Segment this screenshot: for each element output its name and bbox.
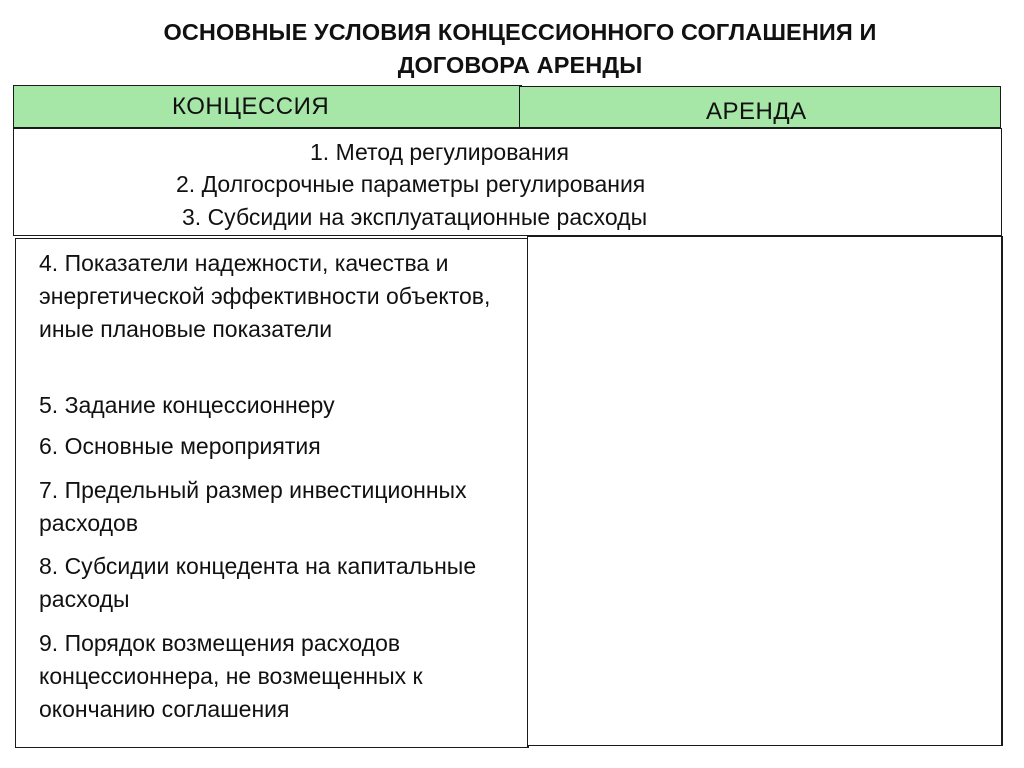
common-condition-item: 1. Метод регулирования bbox=[310, 139, 569, 165]
common-condition-item: 2. Долгосрочные параметры регулирования bbox=[176, 171, 646, 197]
concession-condition-item: 4. Показатели надежности, качества и энергетической эффективности объектов, иные плановые показатели bbox=[39, 250, 491, 342]
header-lease bbox=[519, 86, 1001, 128]
common-conditions-box bbox=[13, 128, 1002, 236]
header-concession bbox=[13, 85, 522, 128]
header-concession-label: КОНЦЕССИЯ bbox=[172, 93, 330, 120]
concession-condition-item: 6. Основные мероприятия bbox=[39, 433, 321, 459]
concession-condition-item: 5. Задание концессионнеру bbox=[39, 392, 335, 418]
lease-conditions-box bbox=[527, 236, 1003, 746]
concession-conditions-box bbox=[15, 238, 529, 748]
header-lease-label: АРЕНДА bbox=[706, 98, 807, 125]
common-condition-item: 3. Субсидии на эксплуатационные расходы bbox=[182, 204, 648, 230]
concession-condition-item: 9. Порядок возмещения расходов концессионнера, не возмещенных к окончанию соглашения bbox=[39, 630, 423, 722]
title-line-1: ОСНОВНЫЕ УСЛОВИЯ КОНЦЕССИОННОГО СОГЛАШЕНИЯ И bbox=[163, 19, 877, 45]
concession-condition-item: 7. Предельный размер инвестиционных расходов bbox=[39, 477, 467, 536]
concession-condition-item: 8. Субсидии концедента на капитальные расходы bbox=[39, 553, 477, 612]
page-title bbox=[0, 16, 1024, 82]
title-line-2: ДОГОВОРА АРЕНДЫ bbox=[397, 52, 643, 78]
